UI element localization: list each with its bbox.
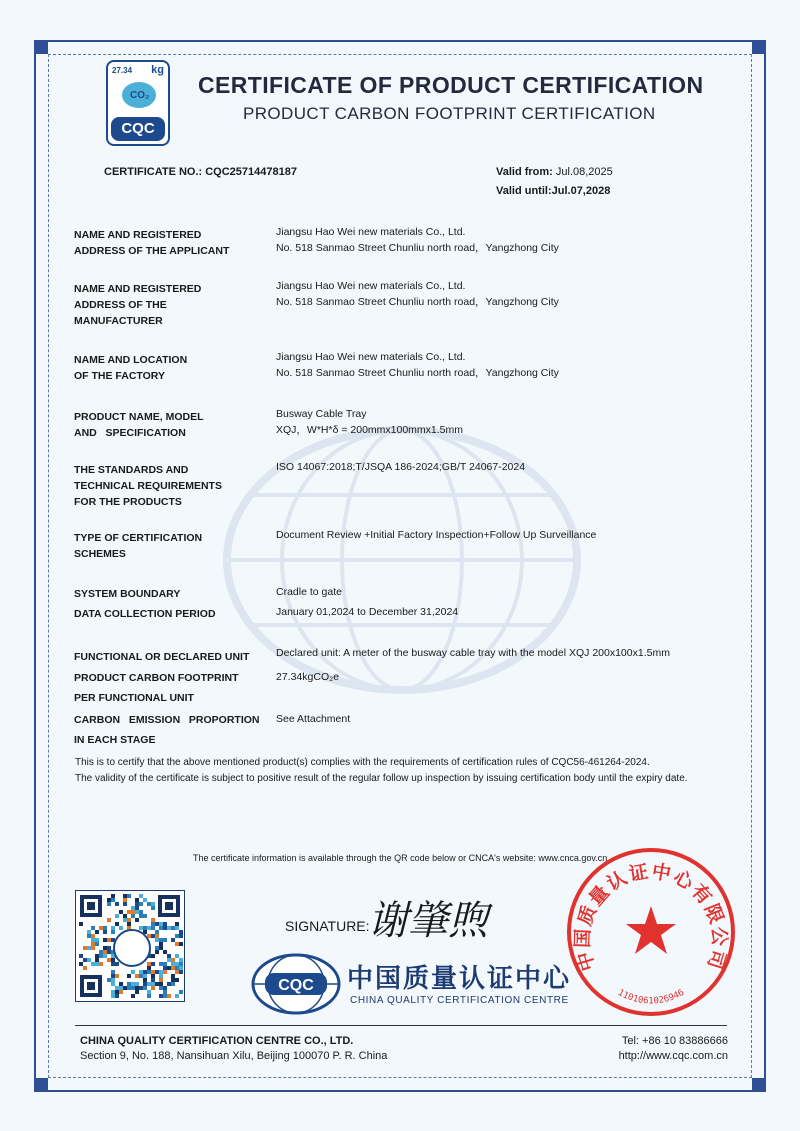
factory-label — [74, 352, 274, 384]
footer-tel: Tel: +86 10 83886666 — [621, 1035, 728, 1047]
qr-module — [127, 974, 131, 978]
signature-text: 谢肇煦 — [368, 898, 488, 944]
product-value — [276, 406, 463, 438]
qr-module — [115, 914, 119, 918]
standards-value: ISO 14067:2018;T/JSQA 186-2024;GB/T 24067-2024 — [276, 461, 526, 473]
value-line: Jiangsu Hao Wei new materials Co., Ltd. — [276, 280, 466, 292]
qr-module — [115, 974, 119, 978]
emission-value: See Attachment — [276, 713, 351, 725]
value-line: No. 518 Sanmao Street Chunliu north road，Yangzhong City — [276, 242, 559, 254]
qr-module — [95, 930, 99, 934]
label-line: NAME AND REGISTERED — [74, 283, 202, 295]
qr-module — [163, 938, 167, 942]
seal-number: 1101061026946 — [615, 987, 687, 1007]
qr-module — [175, 978, 179, 982]
qr-module — [147, 994, 151, 998]
corner-ornament — [34, 1078, 48, 1092]
label-line: AND SPECIFICATION — [74, 427, 186, 439]
handwritten-signature — [364, 888, 514, 948]
factory-value — [276, 349, 559, 381]
valid-from-value: Jul.08,2025 — [552, 166, 613, 178]
label-line: PRODUCT CARBON FOOTPRINT — [74, 672, 239, 684]
certificate-number: CERTIFICATE NO.: CQC25714478187 — [104, 166, 297, 178]
schemes-value: Document Review +Initial Factory Inspection+Follow Up Surveillance — [276, 529, 597, 541]
footer-company: CHINA QUALITY CERTIFICATION CENTRE CO., LTD. — [80, 1035, 354, 1047]
org-english-name: CHINA QUALITY CERTIFICATION CENTRE — [350, 995, 569, 1006]
boundary-label: SYSTEM BOUNDARY — [74, 588, 181, 600]
label-line: IN EACH STAGE — [74, 734, 156, 746]
label-line: TYPE OF CERTIFICATION — [74, 532, 203, 544]
qr-module — [179, 934, 183, 938]
qr-module — [79, 922, 83, 926]
qr-finder — [80, 975, 102, 997]
qr-center-logo — [113, 929, 151, 967]
qr-module — [95, 942, 99, 946]
logo-unit: kg — [151, 64, 164, 76]
footer-address: Section 9, No. 188, Nansihuan Xilu, Beijing 100070 P. R. China — [80, 1050, 388, 1062]
cqc-carbon-logo — [106, 60, 170, 146]
qr-module — [127, 894, 131, 898]
value-line: XQJ，W*H*δ = 200mmx100mmx1.5mm — [276, 424, 464, 436]
standards-label — [74, 462, 274, 510]
qr-module — [151, 986, 155, 990]
label-line: PER FUNCTIONAL UNIT — [74, 692, 194, 704]
qr-module — [115, 994, 119, 998]
functional-unit-value: Declared unit: A meter of the busway cable tray with the model XQJ 200x100x1.5mm — [276, 647, 670, 659]
period-label: DATA COLLECTION PERIOD — [74, 608, 216, 620]
seal-arc-text: 中国质量认证中心有限公司 — [571, 860, 731, 974]
functional-unit-label: FUNCTIONAL OR DECLARED UNIT — [74, 651, 250, 663]
period-value: January 01,2024 to December 31,2024 — [276, 606, 459, 618]
star-icon — [626, 906, 676, 954]
value-line: Jiangsu Hao Wei new materials Co., Ltd. — [276, 226, 466, 238]
qr-module — [171, 982, 175, 986]
valid-from-label: Valid from: — [496, 166, 553, 178]
value-line: Busway Cable Tray — [276, 408, 367, 420]
qr-module — [151, 962, 155, 966]
qr-module — [119, 926, 123, 930]
qr-module — [155, 950, 159, 954]
qr-module — [163, 970, 167, 974]
product-label — [74, 409, 274, 441]
footprint-value: 27.34kgCO₂e — [276, 671, 340, 683]
label-line: PRODUCT NAME, MODEL — [74, 411, 204, 423]
label-line: NAME AND REGISTERED — [74, 229, 202, 241]
qr-module — [111, 930, 115, 934]
qr-module — [151, 906, 155, 910]
valid-from — [496, 166, 613, 178]
applicant-label — [74, 227, 274, 259]
qr-module — [135, 990, 139, 994]
value-line: No. 518 Sanmao Street Chunliu north road，Yangzhong City — [276, 367, 559, 379]
label-line: FOR THE PRODUCTS — [74, 496, 182, 508]
qr-finder — [80, 895, 102, 917]
qr-module — [151, 954, 155, 958]
qr-module — [107, 918, 111, 922]
valid-until-label: Valid until: — [496, 185, 552, 197]
org-logo-text: CQC — [278, 977, 314, 994]
footer-website[interactable]: http://www.cqc.com.cn — [618, 1050, 728, 1062]
qr-code[interactable] — [75, 890, 185, 1002]
qr-module — [179, 970, 183, 974]
corner-ornament — [752, 1078, 766, 1092]
qr-module — [131, 994, 135, 998]
qr-module — [139, 902, 143, 906]
qr-module — [143, 914, 147, 918]
manufacturer-value — [276, 278, 559, 310]
qr-note: The certificate information is available through the QR code below or CNCA's website: www.cnca.gov.cn — [193, 853, 608, 863]
cqc-org-logo — [251, 953, 341, 1015]
qr-module — [135, 918, 139, 922]
manufacturer-label — [74, 281, 274, 329]
label-line: CARBON EMISSION PROPORTION — [74, 714, 260, 726]
qr-module — [91, 946, 95, 950]
qr-module — [99, 962, 103, 966]
label-line: MANUFACTURER — [74, 315, 163, 327]
qr-module — [179, 990, 183, 994]
value-line: Jiangsu Hao Wei new materials Co., Ltd. — [276, 351, 466, 363]
schemes-label — [74, 530, 274, 562]
boundary-value: Cradle to gate — [276, 586, 342, 598]
qr-module — [119, 990, 123, 994]
qr-module — [83, 966, 87, 970]
svg-text:1101061026946 — [616, 988, 686, 1007]
label-line: NAME AND LOCATION — [74, 354, 188, 366]
label-line: TECHNICAL REQUIREMENTS — [74, 480, 222, 492]
corner-ornament — [34, 40, 48, 54]
page-subtitle: PRODUCT CARBON FOOTPRINT CERTIFICATION — [243, 104, 656, 123]
org-chinese-name: 中国质量认证中心 — [347, 963, 572, 993]
qr-module — [115, 902, 119, 906]
valid-until — [496, 185, 610, 197]
qr-module — [107, 902, 111, 906]
applicant-value — [276, 224, 559, 256]
page-title: CERTIFICATE OF PRODUCT CERTIFICATION — [198, 72, 704, 98]
statement-validity: The validity of the certificate is subject to positive result of the regular follow up inspection by issuing certification body until the expiry date. — [75, 773, 688, 784]
emission-label — [74, 712, 274, 748]
corner-ornament — [752, 40, 766, 54]
qr-module — [123, 902, 127, 906]
qr-module — [115, 962, 119, 966]
statement-compliance: This is to certify that the above mentioned product(s) complies with the requirements of certification rules of CQC56-461264-2024. — [75, 757, 650, 768]
qr-module — [179, 942, 183, 946]
signature-label: SIGNATURE: — [285, 918, 370, 934]
qr-module — [167, 994, 171, 998]
label-line: ADDRESS OF THE APPLICANT — [74, 245, 230, 257]
logo-co2: CO₂ — [130, 90, 150, 101]
footer-divider — [75, 1025, 727, 1026]
qr-module — [103, 930, 107, 934]
qr-finder — [158, 895, 180, 917]
footprint-label — [74, 670, 284, 706]
label-line: ADDRESS OF THE — [74, 299, 167, 311]
label-line: THE STANDARDS AND — [74, 464, 189, 476]
valid-until-value: Jul.07,2028 — [551, 185, 611, 197]
official-red-seal — [563, 844, 739, 1020]
value-line: No. 518 Sanmao Street Chunliu north road，Yangzhong City — [276, 296, 559, 308]
label-line: OF THE FACTORY — [74, 370, 166, 382]
qr-module — [175, 994, 179, 998]
label-line: SCHEMES — [74, 548, 126, 560]
logo-value: 27.34 — [112, 66, 133, 75]
logo-brand: CQC — [111, 117, 165, 141]
